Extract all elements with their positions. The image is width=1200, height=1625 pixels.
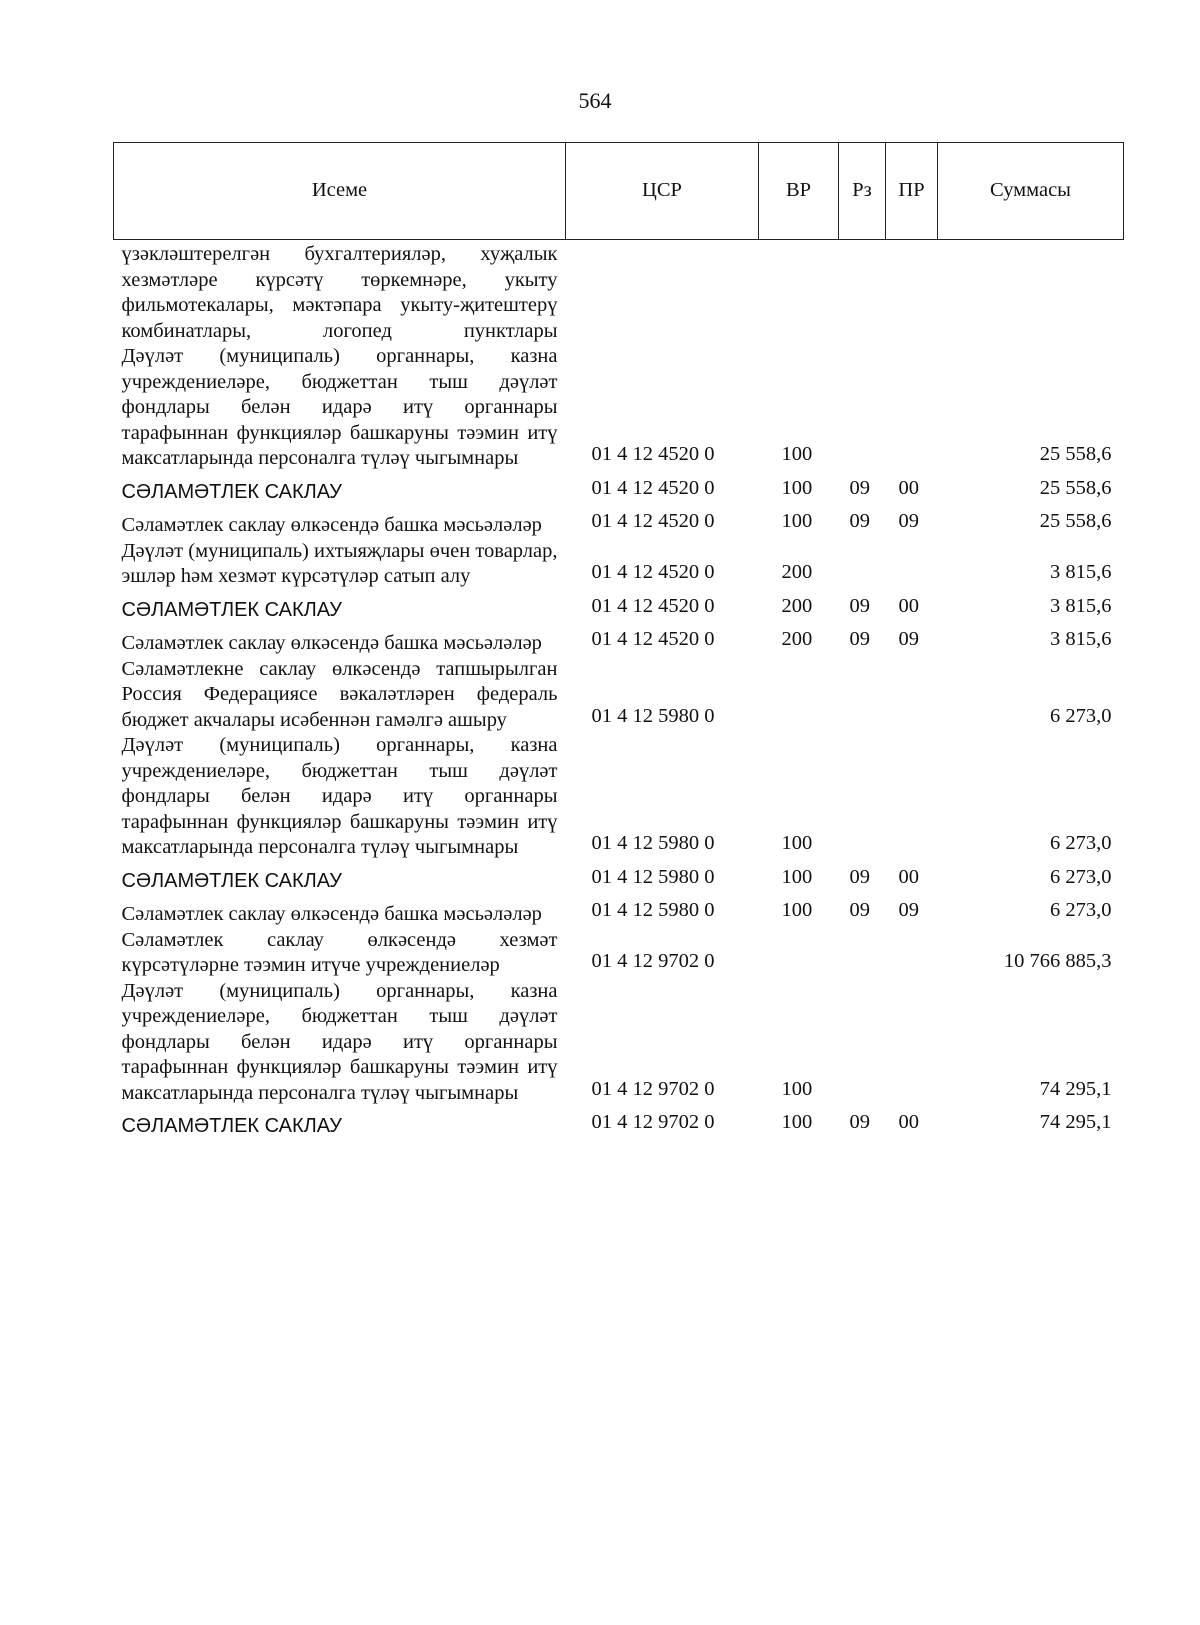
cell-pr xyxy=(886,539,938,590)
cell-name xyxy=(114,240,566,345)
cell-rz: 09 xyxy=(849,1111,870,1133)
page-number: 564 xyxy=(578,88,612,113)
cell-sum: 25 558,6 xyxy=(1039,443,1112,465)
table-header xyxy=(114,143,1124,240)
header-sum: Суммасы xyxy=(938,143,1124,240)
cell-csr: 01 4 12 4520 0 xyxy=(591,628,715,650)
cell-sum: 25 558,6 xyxy=(1039,476,1112,499)
cell-sum: 25 558,6 xyxy=(1039,510,1112,532)
cell-vr: 100 xyxy=(781,832,813,854)
header-name: Исеме xyxy=(114,143,566,240)
cell-rz xyxy=(839,928,886,979)
cell-rz: 09 xyxy=(849,594,870,617)
cell-name xyxy=(114,623,566,657)
header-rz: Рз xyxy=(839,143,886,240)
cell-sum: 6 273,0 xyxy=(1050,899,1112,921)
cell-sum: 3 815,6 xyxy=(1050,628,1112,650)
row-label: Сәламәтлек саклау өлкәсендә башка мәсьәләләр xyxy=(121,514,542,536)
row-label: Сәламәтлек саклау өлкәсендә башка мәсьәләләр xyxy=(121,903,542,925)
cell-name xyxy=(114,733,566,861)
table-row xyxy=(114,979,1124,1107)
table-row xyxy=(114,590,1124,624)
cell-csr: 01 4 12 4520 0 xyxy=(591,443,715,465)
cell-pr: 09 xyxy=(898,628,919,650)
table-body xyxy=(114,240,1124,1140)
header-pr: ПР xyxy=(886,143,938,240)
cell-vr xyxy=(759,240,839,345)
cell-rz: 09 xyxy=(849,628,870,650)
cell-csr: 01 4 12 5980 0 xyxy=(591,832,715,854)
cell-vr: 200 xyxy=(781,561,813,583)
cell-rz: 09 xyxy=(849,865,870,888)
cell-csr: 01 4 12 9702 0 xyxy=(591,950,715,972)
cell-csr xyxy=(566,240,759,345)
cell-vr xyxy=(759,928,839,979)
cell-rz xyxy=(839,344,886,472)
cell-name xyxy=(114,928,566,979)
cell-sum: 6 273,0 xyxy=(1050,832,1112,854)
row-label: үзәкләштерелгән бухгалтерияләр, хуҗалык хезмәтләре күрсәтү төркемнәре, укыту фильмотекалары, мәктәпара укыту-җитештерү комбинатлары, логопед пунктлары xyxy=(121,243,558,342)
row-label: СӘЛАМӘТЛЕК САКЛАУ xyxy=(121,1115,342,1137)
cell-sum: 6 273,0 xyxy=(1050,704,1112,727)
table-row xyxy=(114,894,1124,928)
cell-vr: 100 xyxy=(781,510,813,532)
cell-pr: 00 xyxy=(898,865,919,888)
table-row xyxy=(114,623,1124,657)
cell-vr: 200 xyxy=(781,628,813,650)
budget-table xyxy=(113,142,1124,1140)
row-label: Дәүләт (муниципаль) органнары, казна учреждениеләре, бюджеттан тыш дәүләт фондлары белән идарә итү органнары тарафыннан функцияләр башкаруны тәэмин итү максатларында персоналга түләү чыгымнары xyxy=(121,345,558,469)
table-row xyxy=(114,344,1124,472)
cell-sum: 74 295,1 xyxy=(1039,1111,1112,1133)
cell-sum: 74 295,1 xyxy=(1039,1077,1112,1100)
cell-name xyxy=(114,894,566,928)
cell-vr xyxy=(759,657,839,734)
cell-rz xyxy=(839,240,886,345)
row-label: Сәламәтлекне саклау өлкәсендә тапшырылган Россия Федерациясе вәкаләтләрен федераль бюджет акчалары исәбеннән гамәлгә ашыру xyxy=(121,657,558,731)
cell-sum: 6 273,0 xyxy=(1050,865,1112,888)
table-row xyxy=(114,1106,1124,1140)
row-label: Дәүләт (муниципаль) ихтыяҗлары өчен товарлар, эшләр һәм хезмәт күрсәтүләр сатып алу xyxy=(121,539,558,587)
table-row xyxy=(114,240,1124,345)
cell-rz: 09 xyxy=(849,476,870,499)
cell-name xyxy=(114,1106,566,1140)
cell-pr: 09 xyxy=(898,899,919,921)
cell-rz xyxy=(839,733,886,861)
cell-name xyxy=(114,505,566,539)
cell-pr xyxy=(886,657,938,734)
table-row xyxy=(114,657,1124,734)
table-row xyxy=(114,928,1124,979)
cell-vr: 200 xyxy=(781,594,813,617)
cell-csr: 01 4 12 9702 0 xyxy=(591,1111,715,1133)
table-row xyxy=(114,861,1124,895)
cell-pr xyxy=(886,344,938,472)
cell-sum xyxy=(938,240,1124,345)
cell-rz: 09 xyxy=(849,510,870,532)
cell-name xyxy=(114,657,566,734)
cell-rz xyxy=(839,979,886,1107)
cell-sum: 3 815,6 xyxy=(1050,594,1112,617)
cell-name xyxy=(114,979,566,1107)
cell-pr: 00 xyxy=(898,1111,919,1133)
cell-vr: 100 xyxy=(781,443,813,465)
cell-name xyxy=(114,861,566,895)
cell-vr: 100 xyxy=(781,899,813,921)
row-label: Сәламәтлек саклау өлкәсендә хезмәт күрсәтүләрне тәэмин итүче учреждениеләр xyxy=(121,928,558,976)
cell-vr: 100 xyxy=(781,1111,813,1133)
cell-csr: 01 4 12 5980 0 xyxy=(591,899,715,921)
cell-csr: 01 4 12 5980 0 xyxy=(591,704,715,727)
cell-name xyxy=(114,590,566,624)
cell-sum: 10 766 885,3 xyxy=(1003,950,1112,972)
cell-csr: 01 4 12 5980 0 xyxy=(591,865,715,888)
row-label: СӘЛАМӘТЛЕК САКЛАУ xyxy=(121,869,342,892)
cell-csr: 01 4 12 9702 0 xyxy=(591,1077,715,1100)
cell-pr: 00 xyxy=(898,476,919,499)
cell-rz xyxy=(839,539,886,590)
cell-rz: 09 xyxy=(849,899,870,921)
cell-pr xyxy=(886,240,938,345)
row-label: Сәламәтлек саклау өлкәсендә башка мәсьәләләр xyxy=(121,632,542,654)
cell-pr xyxy=(886,733,938,861)
row-label: Дәүләт (муниципаль) органнары, казна учреждениеләре, бюджеттан тыш дәүләт фондлары белән идарә итү органнары тарафыннан функцияләр башкаруны тәэмин итү максатларында персоналга түләү чыгымнары xyxy=(121,734,558,858)
cell-pr xyxy=(886,979,938,1107)
cell-vr: 100 xyxy=(781,1077,813,1100)
cell-pr xyxy=(886,928,938,979)
cell-name xyxy=(114,472,566,506)
cell-pr: 09 xyxy=(898,510,919,532)
table-row xyxy=(114,472,1124,506)
cell-csr: 01 4 12 4520 0 xyxy=(591,476,715,499)
row-label: Дәүләт (муниципаль) органнары, казна учреждениеләре, бюджеттан тыш дәүләт фондлары белән идарә итү органнары тарафыннан функцияләр башкаруны тәэмин итү максатларында персоналга түләү чыгымнары xyxy=(121,979,558,1104)
cell-vr: 100 xyxy=(781,865,813,888)
cell-name xyxy=(114,539,566,590)
header-vr: ВР xyxy=(759,143,839,240)
row-label: СӘЛАМӘТЛЕК САКЛАУ xyxy=(121,598,342,621)
cell-csr: 01 4 12 4520 0 xyxy=(591,561,715,583)
cell-csr: 01 4 12 4520 0 xyxy=(591,510,715,532)
cell-name xyxy=(114,344,566,472)
cell-sum: 3 815,6 xyxy=(1050,561,1112,583)
cell-csr: 01 4 12 4520 0 xyxy=(591,594,715,617)
table-row xyxy=(114,733,1124,861)
row-label: СӘЛАМӘТЛЕК САКЛАУ xyxy=(121,480,342,503)
cell-vr: 100 xyxy=(781,476,813,499)
cell-rz xyxy=(839,657,886,734)
header-csr: ЦСР xyxy=(566,143,759,240)
cell-pr: 00 xyxy=(898,594,919,617)
table-row xyxy=(114,539,1124,590)
table-row xyxy=(114,505,1124,539)
